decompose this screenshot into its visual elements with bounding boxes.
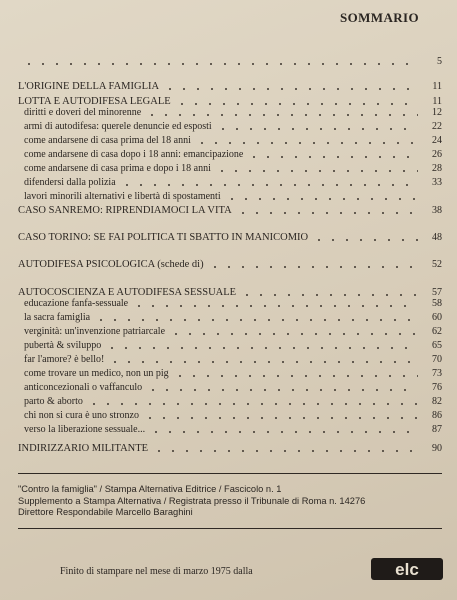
toc-leader-dots (108, 361, 418, 363)
toc-leader-dots (215, 170, 418, 172)
toc-leader-dots (195, 142, 418, 144)
toc-entry-label: educazione fanfa-sessuale (24, 298, 129, 309)
toc-page-number: 12 (432, 107, 442, 118)
toc-entry (18, 311, 442, 325)
toc-entry (18, 120, 442, 134)
toc-entry (18, 442, 442, 456)
toc-entry-label: come andarsene di casa dopo i 18 anni: emancipazione (24, 149, 244, 160)
toc-entry-label: L'ORIGINE DELLA FAMIGLIA (18, 81, 160, 92)
toc-leader-dots (312, 239, 418, 241)
toc-page-number: 90 (432, 443, 442, 454)
toc-entry-label: far l'amore? è bello! (24, 354, 105, 365)
toc-entry-label: come trovare un medico, non un pig (24, 368, 169, 379)
toc-leader-dots (152, 450, 418, 452)
printer-logo-text: elc (395, 560, 419, 579)
toc-leader-dots (120, 184, 418, 186)
toc-leader-dots (143, 417, 418, 419)
toc-entry-label: INDIRIZZARIO MILITANTE (18, 443, 149, 454)
toc-entry-label: difendersi dalla polizia (24, 177, 116, 188)
toc-entry (18, 148, 442, 162)
toc-page-number: 52 (432, 259, 442, 270)
toc-leader-dots (225, 198, 418, 200)
toc-entry (18, 258, 442, 272)
toc-page-number: 62 (432, 326, 442, 337)
toc-entry-label: come andarsene di casa prima del 18 anni (24, 135, 191, 146)
toc-page-number: 33 (432, 177, 442, 188)
toc-leader-dots (173, 375, 418, 377)
toc-leader-dots (169, 333, 418, 335)
toc-entry (18, 367, 442, 381)
toc-entry (18, 231, 442, 245)
toc-entry (18, 381, 442, 395)
toc-entry-label: armi di autodifesa: querele denuncie ed esposti (24, 121, 212, 132)
toc-entry (18, 423, 442, 437)
printer-logo (371, 558, 443, 580)
toc-leader-dots (94, 319, 418, 321)
toc-leader-dots (208, 266, 418, 268)
toc-leader-dots (105, 347, 418, 349)
toc-entry-label: CASO TORINO: SE FAI POLITICA TI SBATTO IN MANICOMIO (18, 232, 309, 243)
toc-page-number: 26 (432, 149, 442, 160)
toc-entry (18, 106, 442, 120)
toc-entry-label: LOTTA E AUTODIFESA LEGALE (18, 96, 171, 107)
colophon (18, 484, 442, 519)
colophon-line-2: Supplemento a Stampa Alternativa / Registrata presso il Tribunale di Roma n. 14276 (18, 495, 366, 506)
toc-entry-label: verginità: un'invenzione patriarcale (24, 326, 166, 337)
toc-page-number: 38 (432, 205, 442, 216)
toc-page-number: 58 (432, 298, 442, 309)
toc-leader-dots (146, 389, 418, 391)
toc-entry-label: come andarsene di casa prima e dopo i 18 anni (24, 163, 211, 174)
toc-entry (18, 395, 442, 409)
toc-leader-dots (247, 156, 418, 158)
toc-entry-label: verso la liberazione sessuale... (24, 424, 146, 435)
toc-page-number: 28 (432, 163, 442, 174)
toc-leader-dots (240, 294, 418, 296)
printer-note: Finito di stampare nel mese di marzo 1975 dalla (60, 566, 253, 577)
toc-page-number: 57 (432, 287, 442, 298)
toc-entry (18, 55, 442, 69)
toc-page-number: 87 (432, 424, 442, 435)
toc-page-number: 5 (437, 56, 442, 67)
toc-entry (18, 353, 442, 367)
toc-entry-label: la sacra famiglia (24, 312, 91, 323)
toc-entry-label: anticoncezionali o vaffanculo (24, 382, 143, 393)
colophon-line-3: Direttore Respondabile Marcello Baraghini (18, 507, 193, 517)
divider-bottom (18, 528, 442, 529)
toc-entry-label: AUTODIFESA PSICOLOGICA (schede di) (18, 259, 204, 270)
toc-page-number: 82 (432, 396, 442, 407)
toc-page-number: 24 (432, 135, 442, 146)
toc-page-number: 86 (432, 410, 442, 421)
toc-leader-dots (216, 128, 418, 130)
toc-leader-dots (163, 88, 418, 90)
toc-leader-dots (87, 403, 418, 405)
toc-entry (18, 204, 442, 218)
toc-entry-label: parto & aborto (24, 396, 83, 407)
toc-entry (18, 325, 442, 339)
toc-entry (18, 80, 442, 94)
toc-entry-label: chi non si cura è uno stronzo (24, 410, 139, 421)
toc-page-number: 48 (432, 232, 442, 243)
toc-leader-dots (132, 305, 418, 307)
toc-leader-dots (22, 63, 418, 65)
toc-leader-dots (145, 114, 418, 116)
toc-entry-label: CASO SANREMO: RIPRENDIAMOCI LA VITA (18, 205, 232, 216)
toc-entry (18, 176, 442, 190)
toc-entry (18, 409, 442, 423)
toc-page-number: 65 (432, 340, 442, 351)
toc-page-number: 73 (432, 368, 442, 379)
toc-entry-label: AUTOCOSCIENZA E AUTODIFESA SESSUALE (18, 287, 237, 298)
toc-page-number: 11 (432, 81, 442, 92)
toc-page-number: 76 (432, 382, 442, 393)
toc-page-number: 70 (432, 354, 442, 365)
toc-entry (18, 190, 442, 204)
toc-page-number: 11 (432, 96, 442, 107)
toc-entry (18, 162, 442, 176)
toc-leader-dots (149, 431, 418, 433)
toc-entry-label: diritti e doveri del minorenne (24, 107, 142, 118)
toc-page-number: 60 (432, 312, 442, 323)
toc-entry (18, 134, 442, 148)
toc-leader-dots (175, 103, 418, 105)
colophon-line-1: "Contro la famiglia" / Stampa Alternativa Editrice / Fascicolo n. 1 (18, 484, 282, 494)
toc-entry (18, 339, 442, 353)
toc-entry-label: pubertà & sviluppo (24, 340, 102, 351)
page-title: SOMMARIO (340, 10, 420, 25)
toc-page-number: 22 (432, 121, 442, 132)
divider-top (18, 473, 442, 474)
toc-leader-dots (236, 212, 418, 214)
toc-entry-label: lavori minorili alternativi e libertà di spostamenti (24, 191, 221, 202)
toc-entry (18, 297, 442, 311)
